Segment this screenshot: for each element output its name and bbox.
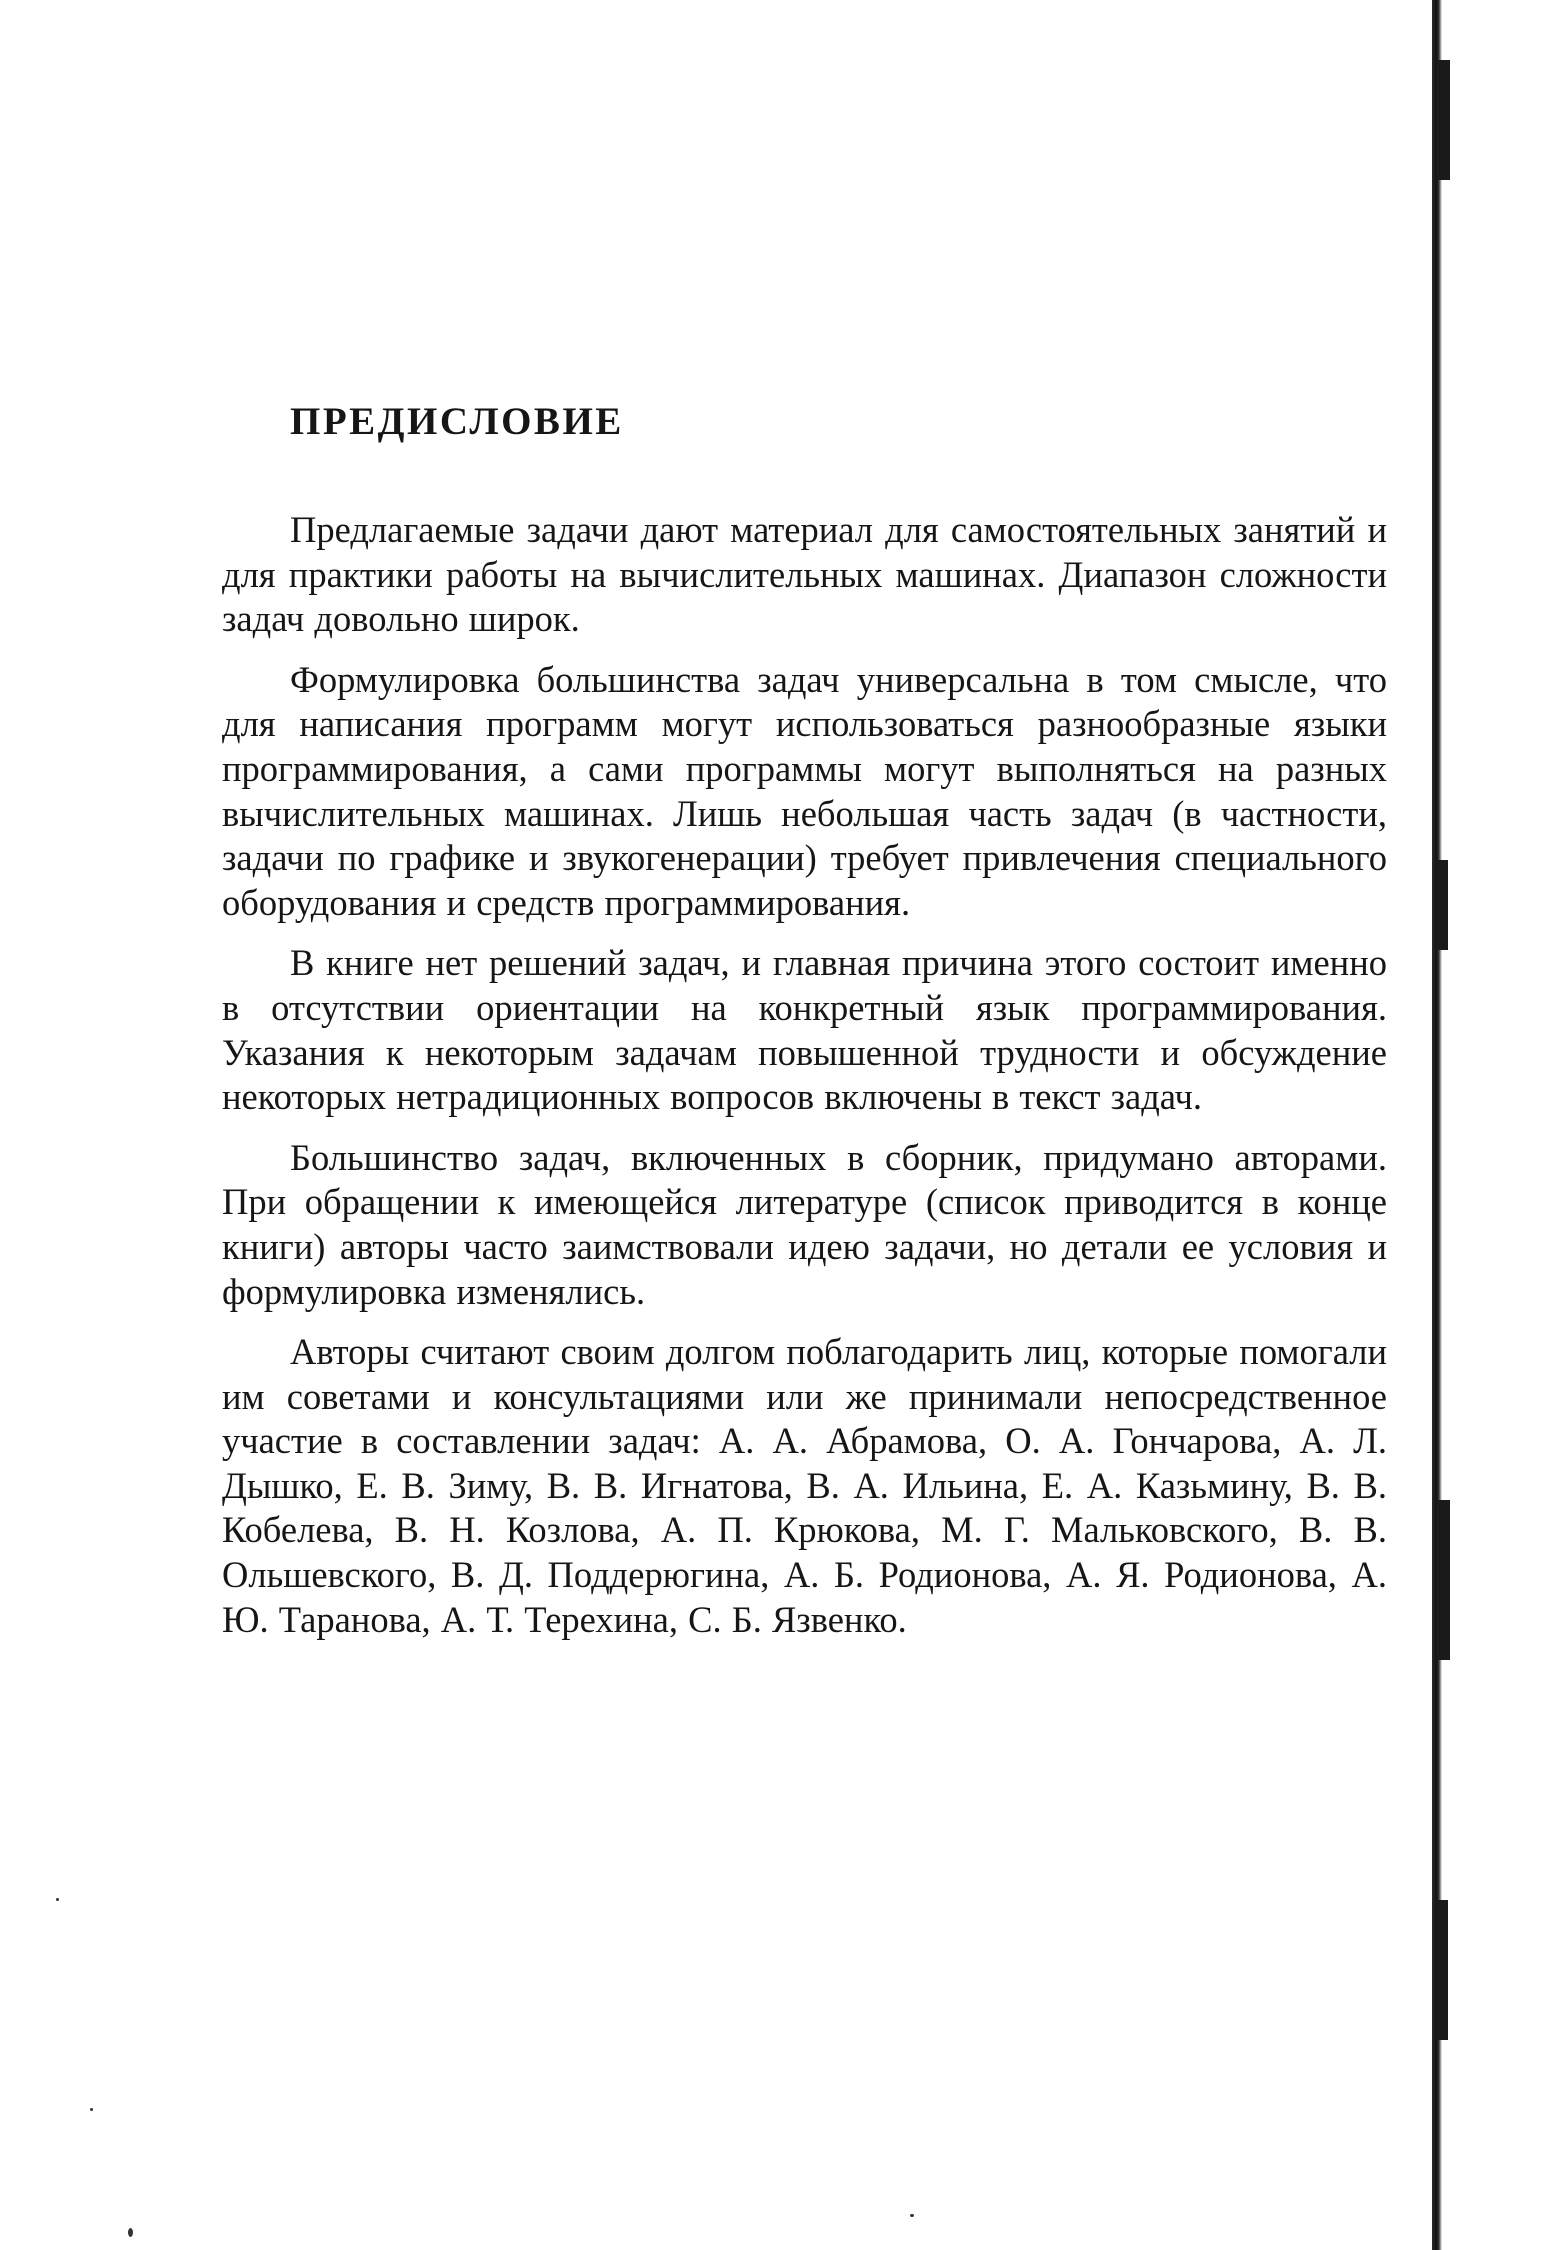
paragraph-5: Авторы считают своим долгом поблагодарить лиц, которые помогали им советами и консультациями или же принимали непосредственное участие в составлении задач: А. А. Абрамова, О. А. Гончарова, А. Л. Дышко, Е. В. Зиму, В. В. Игнатова, В. А. Ильина, Е. А. Казьмину, В. В. Кобелева, В. Н. Козлова, А. П. Крюкова, М. Г. Мальковского, В. В. Ольшевского, В. Д. Поддерюгина, А. Б. Родионова, А. Я. Родионова, А. Ю. Таранова, А. Т. Терехина, С. Б. Язвенко. bbox=[222, 1331, 1387, 1640]
paragraph-1: Предлагаемые задачи дают материал для самостоятельных занятий и для практики работы на вычислительных машинах. Диапазон сложности задач довольно широк. bbox=[222, 509, 1387, 640]
scan-edge-mark bbox=[1438, 60, 1450, 180]
scan-edge-mark bbox=[1436, 1900, 1448, 2040]
scan-edge-mark bbox=[1438, 1500, 1450, 1660]
page-title: ПРЕДИСЛОВИЕ bbox=[290, 400, 624, 443]
paragraph-3: В книге нет решений задач, и главная причина этого состоит именно в отсутствии ориентации на конкретный язык программирования. Указания к некоторым задачам повышенной трудности и обсуждение некоторых нетрадиционных вопросов включены в текст задач. bbox=[222, 942, 1387, 1118]
scan-speck bbox=[90, 2108, 93, 2111]
paragraph-4: Большинство задач, включенных в сборник, придумано авторами. При обращении к имеющейся литературе (список приводится в конце книги) авторы часто заимствовали идею задачи, но детали ее условия и формулировка изменялись. bbox=[222, 1136, 1387, 1312]
paragraph-2: Формулировка большинства задач универсальна в том смысле, что для написания программ могут использоваться разнообразные языки программирования, а сами программы могут выполняться на разных вычислительных машинах. Лишь небольшая часть задач (в частности, задачи по графике и звукогенерации) требует привлечения специального оборудования и средств программирования. bbox=[222, 658, 1387, 923]
scan-speck bbox=[56, 1898, 59, 1901]
scan-speck bbox=[128, 2228, 133, 2237]
scan-edge-mark bbox=[1436, 860, 1448, 950]
scan-speck bbox=[910, 2214, 914, 2217]
preface-text-block bbox=[222, 398, 1387, 1658]
